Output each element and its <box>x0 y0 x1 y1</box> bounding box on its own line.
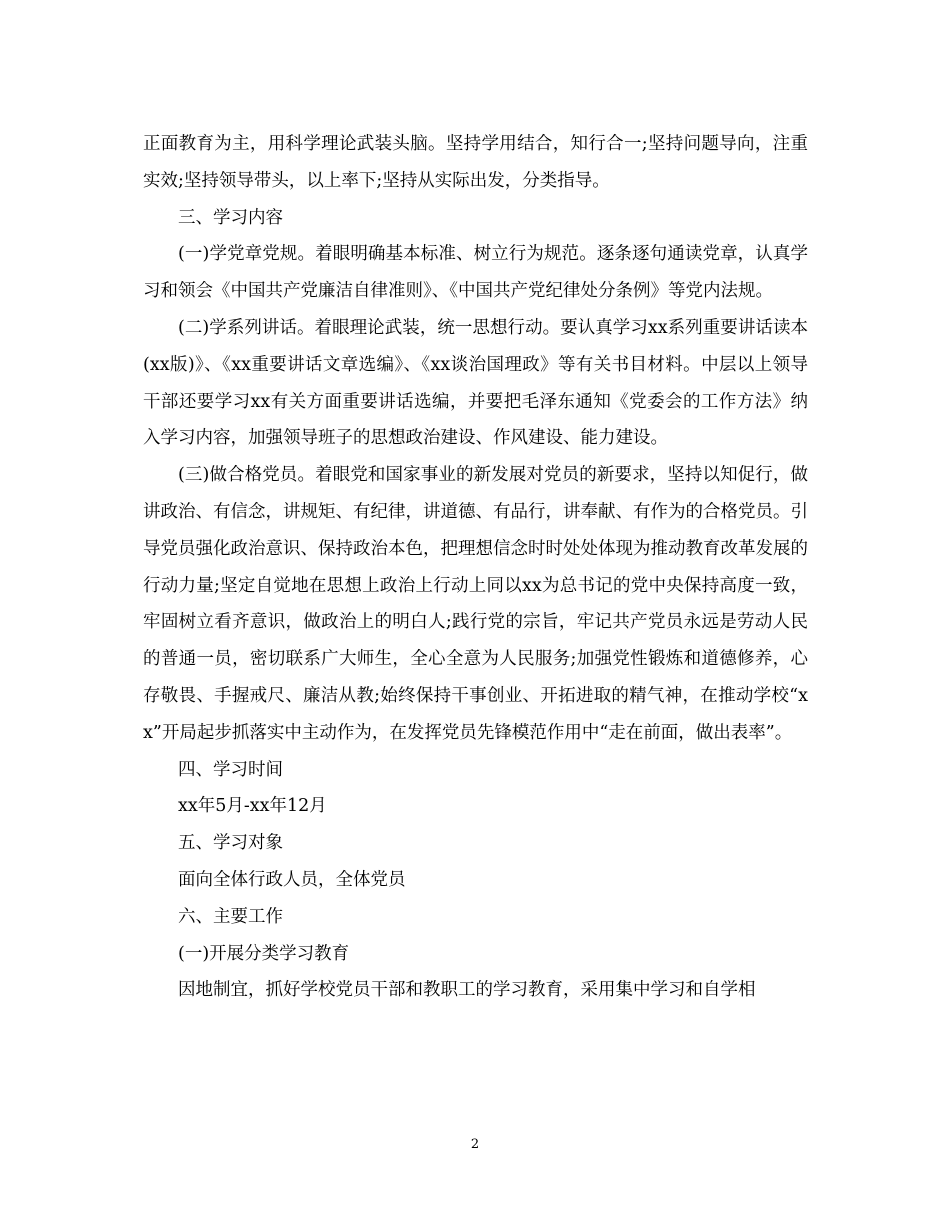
paragraph: (二)学系列讲话。着眼理论武装，统一思想行动。要认真学习xx系列重要讲话读本(xx版)》、《xx重要讲话文章选编》、《xx谈治国理政》等有关书目材料。中层以上领导干部还要学习xx有关方面重要讲话选编，并要把毛泽东通知《党委会的工作方法》纳入学习内容，加强领导班子的思想政治建设、作风建设、能力建设。 <box>143 317 808 449</box>
paragraph: (三)做合格党员。着眼党和国家事业的新发展对党员的新要求，坚持以知促行，做讲政治、有信念，讲规矩、有纪律，讲道德、有品行，讲奉献、有作为的合格党员。引导党员强化政治意识、保持政治本色，把理想信念时时处处体现为推动教育改革发展的行动力量;坚定自觉地在思想上政治上行动上同以xx为总书记的党中央保持高度一致，牢固树立看齐意识，做政治上的明白人;践行党的宗旨，牢记共产党员永远是劳动人民的普通一员，密切联系广大师生，全心全意为人民服务;加强党性锻炼和道德修养，心存敬畏、手握戒尺、廉洁从教;始终保持干事创业、开拓进取的精气神，在推动学校“xx”开局起步抓落实中主动作为，在发挥党员先锋模范作用中“走在前面，做出表率”。 <box>143 465 808 743</box>
paragraph: 面向全体行政人员，全体党员 <box>178 869 406 890</box>
subsection-heading: (一)开展分类学习教育 <box>178 943 350 964</box>
section-heading-main-work: 六、主要工作 <box>178 906 283 927</box>
section-heading-study-time: 四、学习时间 <box>178 759 283 780</box>
paragraph: xx年5月-xx年12月 <box>178 796 327 817</box>
section-heading-study-target: 五、学习对象 <box>178 833 283 854</box>
paragraph: 正面教育为主，用科学理论武装头脑。坚持学用结合，知行合一;坚持问题导向，注重实效;坚持领导带头，以上率下;坚持从实际出发，分类指导。 <box>143 134 808 191</box>
section-heading-study-content: 三、学习内容 <box>178 207 283 228</box>
page-number: 2 <box>470 1137 480 1152</box>
paragraph: (一)学党章党规。着眼明确基本标准、树立行为规范。逐条逐句通读党章，认真学习和领会《中国共产党廉洁自律准则》、《中国共产党纪律处分条例》等党内法规。 <box>143 244 808 302</box>
paragraph: 因地制宜，抓好学校党员干部和教职工的学习教育，采用集中学习和自学相 <box>178 980 756 1001</box>
document-body <box>143 126 808 1009</box>
